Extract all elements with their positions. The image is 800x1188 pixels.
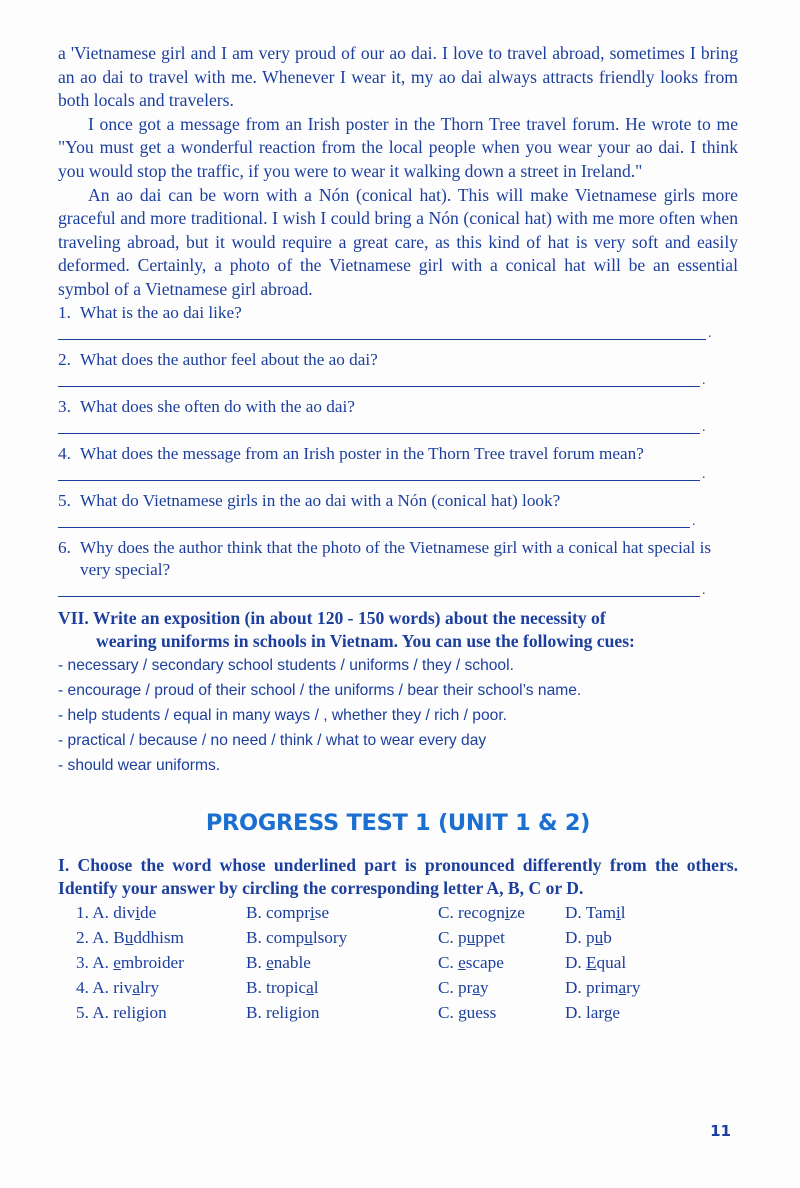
question-1 — [58, 302, 738, 324]
answer-option[interactable] — [565, 1000, 725, 1025]
section-seven-title-line2: wearing uniforms in schools in Vietnam. You can use the following cues: — [96, 630, 635, 651]
option-text: y — [480, 977, 489, 997]
underlined-letter: i — [135, 902, 140, 922]
option-text: b — [603, 927, 612, 947]
cue-item: - should wear uniforms. — [58, 756, 221, 774]
answer-option[interactable] — [565, 950, 725, 975]
option-text: C. recogn — [438, 902, 505, 922]
option-text: e — [612, 1002, 621, 1022]
underlined-letter: i — [504, 902, 510, 922]
answer-option[interactable] — [246, 975, 438, 1000]
answer-line-4[interactable]: . — [58, 465, 738, 485]
pronunciation-choices — [58, 900, 738, 1025]
answer-option[interactable] — [58, 950, 246, 975]
answer-option[interactable] — [565, 975, 725, 1000]
question-number: 2. — [58, 349, 71, 369]
option-text: 3. A. — [76, 952, 114, 972]
questions-list — [58, 302, 738, 601]
option-text: C. — [438, 1002, 459, 1022]
question-number: 5. — [58, 490, 71, 510]
question-text: Why does the author think that the photo of the Vietnamese girl with a conical hat special is very special? — [80, 537, 712, 579]
answer-option[interactable] — [246, 900, 438, 925]
option-text: l — [620, 902, 626, 922]
section-seven — [58, 607, 738, 778]
option-text: de — [140, 902, 157, 922]
answer-option[interactable] — [565, 900, 725, 925]
passage-paragraph-3: An ao dai can be worn with a Nón (conical hat). This will make Vietnamese girls more graceful and more traditional. I wish I could bring a Nón (conical hat) with me more often when traveling abroad, but it would require a great care, as this kind of hat is very soft and easily deformed. Certainly, a photo of the Vietnamese girl with a conical hat will be an essential symbol of a Vietnamese girl abroad. — [58, 184, 738, 299]
question-number: 6. — [58, 537, 71, 557]
option-text: D. p — [565, 927, 595, 947]
option-text: B. tropic — [246, 977, 307, 997]
choice-row — [58, 975, 738, 1000]
option-text: B. comp — [246, 927, 305, 947]
page-number: 11 — [710, 1122, 731, 1140]
answer-option[interactable] — [565, 925, 725, 950]
underlined-letter: a — [618, 977, 627, 997]
choice-row — [58, 925, 738, 950]
question-text: What does the message from an Irish poster in the Thorn Tree travel forum mean? — [80, 443, 644, 463]
option-text: ddhism — [133, 927, 184, 947]
option-text: l — [313, 977, 319, 997]
page-content — [58, 42, 738, 1025]
answer-option[interactable] — [438, 950, 565, 975]
underlined-letter: g — [288, 1002, 298, 1022]
answer-option[interactable] — [438, 1000, 565, 1025]
underlined-letter: a — [306, 977, 314, 997]
answer-line-2[interactable]: . — [58, 371, 738, 391]
underlined-letter: a — [472, 977, 481, 997]
answer-line-3[interactable]: . — [58, 418, 738, 438]
answer-option[interactable] — [58, 975, 246, 1000]
answer-option[interactable] — [58, 925, 246, 950]
underlined-letter: g — [603, 1002, 613, 1022]
option-text: C. pr — [438, 977, 473, 997]
option-text: 1. A. div — [76, 902, 136, 922]
underlined-letter: u — [466, 927, 476, 947]
underlined-letter: E — [586, 952, 597, 972]
underlined-letter: g — [136, 1002, 145, 1022]
option-text: B. compr — [246, 902, 310, 922]
question-5 — [58, 490, 738, 512]
choice-row — [58, 1000, 738, 1025]
section-one-title: I. Choose the word whose underlined part is pronounced differently from the others. Identify your answer by circling the corresponding letter A, B, C or D. — [58, 854, 738, 898]
option-text: se — [314, 902, 330, 922]
progress-test-heading: PROGRESS TEST 1 (UNIT 1 & 2) — [205, 809, 591, 836]
question-6 — [58, 537, 738, 581]
option-text: B. — [246, 952, 267, 972]
option-text: 5. A. reli — [76, 1002, 137, 1022]
option-text: qual — [596, 952, 627, 972]
choice-row — [58, 950, 738, 975]
passage-paragraph-2: I once got a message from an Irish poster in the Thorn Tree travel forum. He wrote to me "You must get a wonderful reaction from the local people when you wear your ao dai. I think you would stop the traffic, if you were to wear it walking down a street in Ireland." — [58, 113, 738, 181]
option-text: B. reli — [246, 1002, 289, 1022]
answer-line-6[interactable]: . — [58, 581, 738, 601]
section-seven-title-line1: VII. Write an exposition (in about 120 - 150 words) about the necessity of — [58, 607, 606, 628]
underlined-letter: i — [616, 902, 621, 922]
option-text: uess — [466, 1002, 497, 1022]
option-text: 2. A. B — [76, 927, 125, 947]
answer-option[interactable] — [246, 1000, 438, 1025]
answer-option[interactable] — [438, 975, 565, 1000]
passage-paragraph-1: a 'Vietnamese girl and I am very proud of our ao dai. I love to travel abroad, sometimes I bring an ao dai to travel with me. Whenever I wear it, my ao dai always attracts friendly looks from both locals and travelers. — [58, 43, 738, 111]
option-text: C. p — [438, 927, 467, 947]
answer-option[interactable] — [58, 1000, 246, 1025]
option-text: D. — [565, 952, 587, 972]
cue-item: - necessary / secondary school students / uniforms / they / school. — [58, 656, 514, 674]
question-number: 1. — [58, 302, 71, 322]
underlined-letter: u — [124, 927, 134, 947]
underlined-letter: e — [266, 952, 274, 972]
cue-item: - encourage / proud of their school / the uniforms / bear their school’s name. — [58, 681, 582, 699]
underlined-letter: a — [132, 977, 140, 997]
question-text: What is the ao dai like? — [80, 302, 242, 322]
question-text: What do Vietnamese girls in the ao dai with a Nón (conical hat) look? — [80, 490, 561, 510]
cue-item: - help students / equal in many ways / , whether they / rich / poor. — [58, 706, 507, 724]
option-text: D. Tam — [565, 902, 616, 922]
option-text: D. lar — [565, 1002, 604, 1022]
option-text: ppet — [475, 927, 505, 947]
question-text: What does the author feel about the ao dai? — [80, 349, 378, 369]
option-text: ze — [509, 902, 525, 922]
answer-line-1[interactable]: . — [58, 324, 738, 344]
underlined-letter: g — [458, 1002, 467, 1022]
question-4 — [58, 443, 738, 465]
cue-item: - practical / because / no need / think / what to wear every day — [58, 731, 487, 749]
underlined-letter: e — [458, 952, 466, 972]
option-text: lry — [139, 977, 160, 997]
option-text: nable — [273, 952, 311, 972]
option-text: scape — [465, 952, 504, 972]
question-text: What does she often do with the ao dai? — [80, 396, 355, 416]
question-number: 3. — [58, 396, 71, 416]
answer-option[interactable] — [246, 925, 438, 950]
question-2 — [58, 349, 738, 371]
section-seven-title — [58, 607, 738, 653]
question-3 — [58, 396, 738, 418]
question-number: 4. — [58, 443, 71, 463]
option-text: C. — [438, 952, 459, 972]
option-text: ion — [297, 1002, 320, 1022]
answer-line-5[interactable]: . — [58, 512, 738, 532]
answer-option[interactable] — [246, 950, 438, 975]
underlined-letter: i — [309, 902, 315, 922]
option-text: mbroider — [120, 952, 184, 972]
choice-row — [58, 900, 738, 925]
underlined-letter: e — [113, 952, 121, 972]
option-text: D. prim — [565, 977, 619, 997]
option-text: lsory — [312, 927, 348, 947]
underlined-letter: u — [304, 927, 313, 947]
option-text: ry — [626, 977, 641, 997]
answer-option[interactable] — [58, 900, 246, 925]
answer-option[interactable] — [438, 900, 565, 925]
underlined-letter: u — [594, 927, 604, 947]
option-text: 4. A. riv — [76, 977, 133, 997]
option-text: ion — [144, 1002, 167, 1022]
answer-option[interactable] — [438, 925, 565, 950]
